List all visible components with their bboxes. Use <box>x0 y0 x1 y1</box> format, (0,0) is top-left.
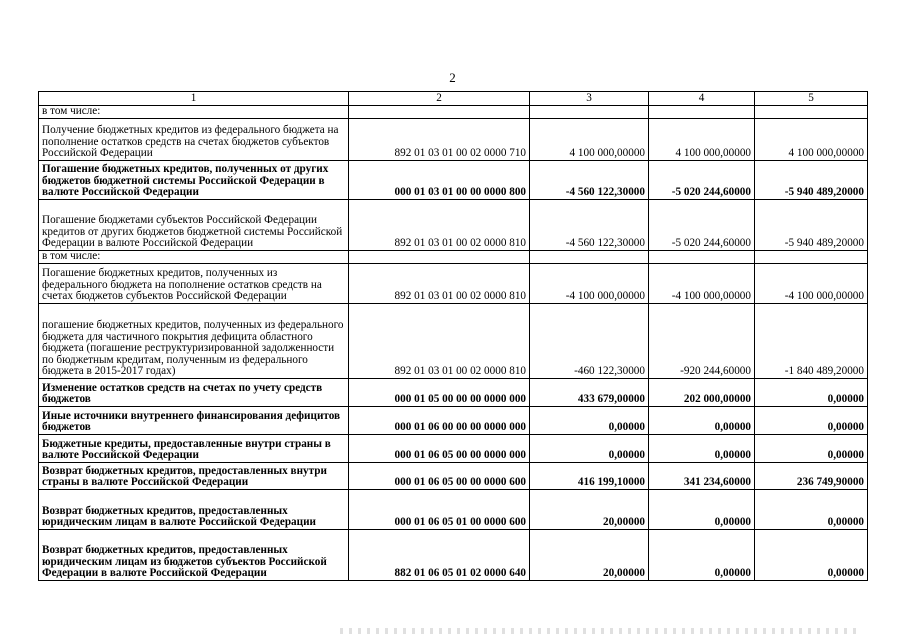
row-name-cell: Изменение остатков средств на счетах по учету средств бюджетов <box>39 379 349 407</box>
row-value-year1-cell: 20,00000 <box>530 490 649 530</box>
row-value-year3-cell: 0,00000 <box>755 490 868 530</box>
row-value-year3-cell: 0,00000 <box>755 530 868 581</box>
scan-noise <box>340 628 860 634</box>
row-value-year1-cell: 0,00000 <box>530 407 649 435</box>
row-value-year3-cell: 0,00000 <box>755 435 868 463</box>
row-code-cell: 000 01 06 00 00 00 0000 000 <box>349 407 530 435</box>
row-value-year2-cell: -920 244,60000 <box>649 304 755 379</box>
row-value-year1-cell: -4 560 122,30000 <box>530 200 649 251</box>
table-row <box>39 304 868 379</box>
row-value-year1-cell: 20,00000 <box>530 530 649 581</box>
row-value-year3-cell: 0,00000 <box>755 379 868 407</box>
row-name-cell: в том числе: <box>39 106 349 119</box>
budget-sources-table <box>38 91 868 581</box>
row-value-year1-cell: 0,00000 <box>530 435 649 463</box>
row-value-year2-cell: -5 020 244,60000 <box>649 200 755 251</box>
row-code-cell: 000 01 06 05 00 00 0000 600 <box>349 463 530 490</box>
row-value-year3-cell <box>755 251 868 264</box>
table-row <box>39 379 868 407</box>
row-value-year1-cell: 416 199,10000 <box>530 463 649 490</box>
table-row <box>39 435 868 463</box>
row-value-year2-cell: -4 100 000,00000 <box>649 264 755 304</box>
header-cell-code: 2 <box>349 92 530 106</box>
row-value-year1-cell: -4 560 122,30000 <box>530 161 649 200</box>
table-row <box>39 106 868 119</box>
row-name-cell: Погашение бюджетных кредитов, полученных от других бюджетов бюджетной системы Российской Федерации в валюте Российской Федерации <box>39 161 349 200</box>
row-code-cell: 882 01 06 05 01 02 0000 640 <box>349 530 530 581</box>
row-code-cell: 892 01 03 01 00 02 0000 810 <box>349 264 530 304</box>
table-row <box>39 200 868 251</box>
row-name-cell: погашение бюджетных кредитов, полученных из федерального бюджета для частичного покрытия дефицита областного бюджета (погашение реструктуризированной задолженности по бюджетным кредитам, полученным из федерального бюджета в 2015-2017 годах) <box>39 304 349 379</box>
row-name-cell: Погашение бюджетных кредитов, полученных из федерального бюджета на пополнение остатков средств на счетах бюджетов субъектов Российской Федерации <box>39 264 349 304</box>
table-row <box>39 463 868 490</box>
row-value-year2-cell: 202 000,00000 <box>649 379 755 407</box>
row-code-cell: 000 01 06 05 00 00 0000 000 <box>349 435 530 463</box>
header-cell-year3: 5 <box>755 92 868 106</box>
page-number: 2 <box>449 70 456 85</box>
row-code-cell: 892 01 03 01 00 02 0000 710 <box>349 119 530 161</box>
row-name-cell: Иные источники внутреннего финансирования дефицитов бюджетов <box>39 407 349 435</box>
row-name-cell: Погашение бюджетами субъектов Российской Федерации кредитов от других бюджетов бюджетной системы Российской Федерации в валюте Российской Федерации <box>39 200 349 251</box>
row-code-cell: 892 01 03 01 00 02 0000 810 <box>349 200 530 251</box>
row-value-year2-cell <box>649 106 755 119</box>
row-name-cell: Возврат бюджетных кредитов, предоставленных юридическим лицам в валюте Российской Федерации <box>39 490 349 530</box>
row-value-year2-cell: 0,00000 <box>649 530 755 581</box>
row-code-cell: 000 01 06 05 01 00 0000 600 <box>349 490 530 530</box>
row-code-cell <box>349 106 530 119</box>
row-name-cell: в том числе: <box>39 251 349 264</box>
row-code-cell: 000 01 05 00 00 00 0000 000 <box>349 379 530 407</box>
row-code-cell <box>349 251 530 264</box>
row-value-year3-cell: -5 940 489,20000 <box>755 161 868 200</box>
row-value-year2-cell <box>649 251 755 264</box>
row-value-year3-cell: 0,00000 <box>755 407 868 435</box>
row-name-cell: Бюджетные кредиты, предоставленные внутри страны в валюте Российской Федерации <box>39 435 349 463</box>
row-code-cell: 000 01 03 01 00 00 0000 800 <box>349 161 530 200</box>
row-value-year3-cell <box>755 106 868 119</box>
row-name-cell: Возврат бюджетных кредитов, предоставленных юридическим лицам из бюджетов субъектов Российской Федерации в валюте Российской Федерации <box>39 530 349 581</box>
row-value-year3-cell: -5 940 489,20000 <box>755 200 868 251</box>
table-header-row <box>39 92 868 106</box>
table-row <box>39 530 868 581</box>
row-name-cell: Получение бюджетных кредитов из федерального бюджета на пополнение остатков средств на счетах бюджетов субъектов Российской Федерации <box>39 119 349 161</box>
header-cell-year1: 3 <box>530 92 649 106</box>
table-row <box>39 407 868 435</box>
row-value-year2-cell: 0,00000 <box>649 490 755 530</box>
row-value-year1-cell <box>530 106 649 119</box>
row-value-year3-cell: 4 100 000,00000 <box>755 119 868 161</box>
row-value-year3-cell: -1 840 489,20000 <box>755 304 868 379</box>
row-code-cell: 892 01 03 01 00 02 0000 810 <box>349 304 530 379</box>
row-name-cell: Возврат бюджетных кредитов, предоставленных внутри страны в валюте Российской Федерации <box>39 463 349 490</box>
row-value-year3-cell: 236 749,90000 <box>755 463 868 490</box>
table-row <box>39 264 868 304</box>
row-value-year1-cell: -460 122,30000 <box>530 304 649 379</box>
row-value-year3-cell: -4 100 000,00000 <box>755 264 868 304</box>
row-value-year1-cell <box>530 251 649 264</box>
table-row <box>39 251 868 264</box>
row-value-year2-cell: -5 020 244,60000 <box>649 161 755 200</box>
table-row <box>39 161 868 200</box>
header-cell-year2: 4 <box>649 92 755 106</box>
table-row <box>39 119 868 161</box>
table-row <box>39 490 868 530</box>
row-value-year1-cell: 4 100 000,00000 <box>530 119 649 161</box>
header-cell-name: 1 <box>39 92 349 106</box>
row-value-year2-cell: 0,00000 <box>649 407 755 435</box>
row-value-year2-cell: 4 100 000,00000 <box>649 119 755 161</box>
row-value-year1-cell: -4 100 000,00000 <box>530 264 649 304</box>
row-value-year2-cell: 341 234,60000 <box>649 463 755 490</box>
row-value-year2-cell: 0,00000 <box>649 435 755 463</box>
row-value-year1-cell: 433 679,00000 <box>530 379 649 407</box>
